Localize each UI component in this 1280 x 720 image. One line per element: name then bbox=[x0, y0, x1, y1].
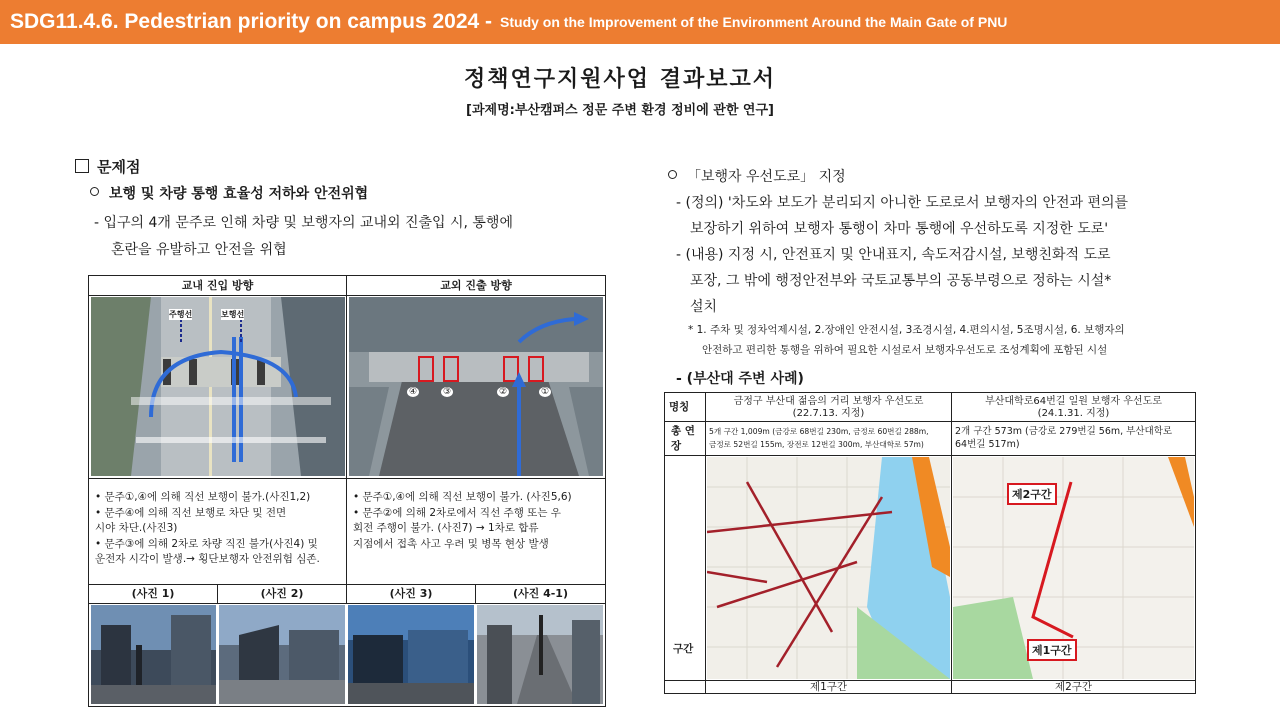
grid-line bbox=[951, 393, 952, 693]
map-section-1 bbox=[707, 457, 950, 679]
section-problems-label: 문제점 bbox=[97, 158, 141, 176]
col1-bullet: • 문주③에 의해 2차로 차량 직진 불가(사진4) 및 bbox=[95, 537, 318, 550]
gate-photo-table bbox=[88, 275, 606, 707]
content-line3: 설치 bbox=[690, 299, 718, 315]
grid-line bbox=[665, 455, 1195, 456]
street-photo-3 bbox=[348, 605, 474, 704]
aerial-photo-exit-drawing bbox=[349, 297, 603, 476]
gate-marker-2: ② bbox=[499, 387, 508, 397]
definition-line1: - (정의) '차도와 보도가 분리되지 아니한 도로로서 보행자의 안전과 편의를 bbox=[676, 195, 1129, 211]
photo1-label-walk: 보행선 bbox=[221, 310, 245, 319]
street-photo-1 bbox=[91, 605, 216, 704]
col1-bullet: • 문주④에 의해 직선 보행로 차단 및 전면 bbox=[95, 506, 287, 519]
street-photo-3-drawing bbox=[348, 605, 474, 704]
col2-length-line1: 2개 구간 573m (금강로 279번길 56m, 부산대학로 bbox=[955, 426, 1173, 437]
street-photo-4 bbox=[477, 605, 603, 704]
map1-caption: 제1구간 bbox=[809, 681, 848, 693]
problem-heading-label: 보행 및 차량 통행 효율성 저하와 안전위협 bbox=[109, 186, 369, 202]
content-line2: 포장, 그 밖에 행정안전부와 국토교통부의 공동부령으로 정하는 시설* bbox=[690, 273, 1112, 289]
problem-heading bbox=[90, 183, 368, 203]
map2-label-section2: 제2구간 bbox=[1007, 483, 1057, 505]
row-divider bbox=[89, 478, 605, 479]
col1-bullets bbox=[95, 490, 320, 568]
grid-line bbox=[705, 393, 706, 693]
col2-bullet: 회전 주행이 불가. (사진7) → 1차로 합류 bbox=[353, 522, 539, 534]
section-problems bbox=[75, 156, 140, 177]
caption-photo3: (사진 3) bbox=[347, 585, 476, 604]
col1-bullet: 시야 차단.(사진3) bbox=[95, 522, 178, 534]
street-photo-2 bbox=[219, 605, 345, 704]
example-heading: - (부산대 주변 사례) bbox=[676, 371, 804, 387]
map-section-1-drawing bbox=[707, 457, 950, 679]
col2-bullet: • 문주①,④에 의해 직선 보행이 불가. (사진5,6) bbox=[353, 491, 572, 503]
circle-bullet-icon bbox=[668, 170, 677, 179]
gate-marker-4: ④ bbox=[409, 387, 418, 397]
aerial-photo-entry bbox=[91, 297, 345, 476]
col2-name-line1: 부산대학로64번길 일원 보행자 우선도로 bbox=[985, 396, 1162, 407]
col1-bullet: 운전자 시각이 발생.→ 횡단보행자 안전위험 심존. bbox=[95, 553, 320, 565]
note-line1: * 1. 주차 및 정차억제시설, 2.장애인 안전시설, 3조경시설, 4.편의시설, 5조명시설, 6. 보행자의 bbox=[688, 324, 1125, 336]
caption-photo4: (사진 4-1) bbox=[476, 585, 605, 604]
content-line1: - (내용) 지정 시, 안전표지 및 안내표지, 속도저감시설, 보행친화적 도로 bbox=[676, 247, 1111, 263]
right-heading-label: 「보행자 우선도로」 지정 bbox=[687, 169, 846, 185]
checkbox-square-icon bbox=[75, 159, 89, 173]
aerial-photo-exit bbox=[349, 297, 603, 476]
row-label-name: 명칭 bbox=[669, 401, 690, 413]
col1-name-line2: (22.7.13. 지정) bbox=[792, 408, 865, 419]
document-title: 정책연구지원사업 결과보고서 bbox=[464, 67, 776, 92]
gate-marker-3: ③ bbox=[443, 387, 452, 397]
map2-caption: 제2구간 bbox=[1054, 681, 1093, 693]
banner-subtitle: Study on the Improvement of the Environment Around the Main Gate of PNU bbox=[500, 14, 1008, 30]
col1-length-line1: 5개 구간 1,009m (금강로 68번길 230m, 금정로 60번길 288m, bbox=[709, 427, 929, 436]
caption-photo1: (사진 1) bbox=[89, 585, 218, 604]
street-photo-1-drawing bbox=[91, 605, 216, 704]
definition-line2: 보장하기 위하여 보행자 통행이 차마 통행에 우선하도록 지정한 도로' bbox=[690, 221, 1109, 237]
row-label-length-1: 총 연 bbox=[671, 425, 695, 437]
col-divider bbox=[346, 276, 347, 584]
note-line2: 안전하고 편리한 통행을 위하여 필요한 시설로서 보행자우선도로 조성계획에 포함된 시설 bbox=[702, 344, 1108, 356]
row-label-length-2: 장 bbox=[671, 440, 682, 452]
map2-label-section1: 제1구간 bbox=[1027, 639, 1077, 661]
banner-title: SDG11.4.6. Pedestrian priority on campus 2024 - bbox=[10, 10, 493, 33]
map-section-2 bbox=[953, 457, 1194, 679]
col2-header: 교외 진출 방향 bbox=[347, 276, 605, 296]
aerial-photo-entry-drawing bbox=[91, 297, 345, 476]
col1-name-line1: 금정구 부산대 젊음의 거리 보행자 우선도로 bbox=[733, 396, 924, 407]
right-heading bbox=[668, 166, 846, 186]
document-subtitle: [과제명:부산캠퍼스 정문 주변 환경 정비에 관한 연구] bbox=[466, 103, 774, 118]
col2-bullets bbox=[353, 490, 572, 552]
top-banner bbox=[0, 0, 1280, 44]
col2-name-line2: (24.1.31. 지정) bbox=[1037, 408, 1110, 419]
circle-bullet-icon bbox=[90, 187, 99, 196]
grid-line bbox=[665, 421, 1195, 422]
problem-desc-line2: 혼란을 유발하고 안전을 위협 bbox=[111, 242, 287, 258]
col2-length-line2: 64번길 517m) bbox=[955, 439, 1020, 450]
gate-marker-1: ① bbox=[541, 387, 550, 397]
row-label-section: 구간 bbox=[673, 643, 694, 655]
photo1-label-lane: 주행선 bbox=[169, 310, 193, 319]
col1-bullet: • 문주①,④에 의해 직선 보행이 불가.(사진1,2) bbox=[95, 491, 311, 503]
col2-bullet: 지점에서 접촉 사고 우려 및 병목 현상 발생 bbox=[353, 537, 549, 550]
col1-length-line2: 금정로 52번길 155m, 장전로 12번길 300m, 부산대학로 57m) bbox=[709, 440, 924, 449]
col1-header: 교내 진입 방향 bbox=[89, 276, 347, 296]
col2-bullet: • 문주②에 의해 2차로에서 직선 주행 또는 우 bbox=[353, 506, 561, 519]
caption-photo2: (사진 2) bbox=[218, 585, 347, 604]
pedestrian-road-table bbox=[664, 392, 1196, 694]
street-photo-4-drawing bbox=[477, 605, 603, 704]
problem-desc-line1: - 입구의 4개 문주로 인해 차량 및 보행자의 교내외 진출입 시, 통행에 bbox=[94, 215, 513, 231]
street-photo-2-drawing bbox=[219, 605, 345, 704]
